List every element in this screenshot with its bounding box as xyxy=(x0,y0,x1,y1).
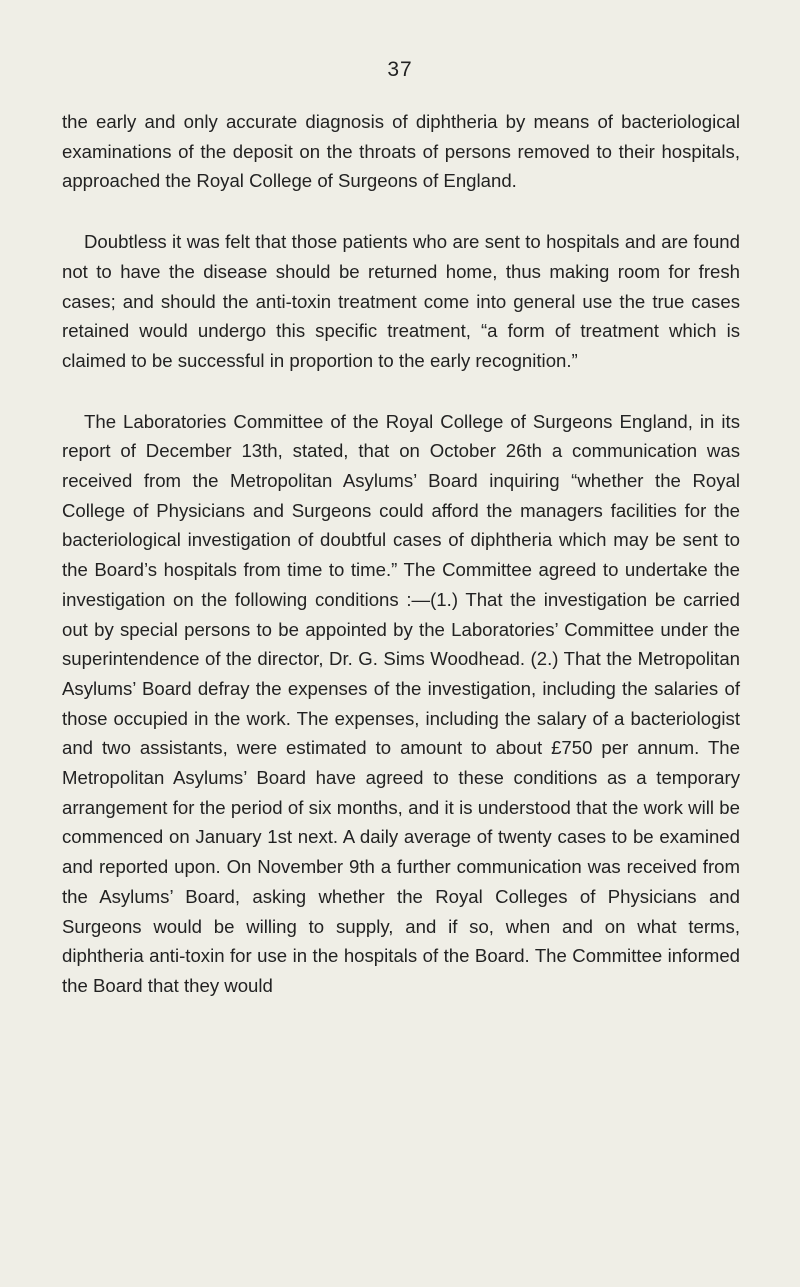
page-number: 37 xyxy=(387,58,413,81)
paragraph-3: The Laboratories Committee of the Royal College of Surgeons England, in its report of December 13th, stated, that on October 26th a communication was received from the Metropolitan Asylums’ Board inquiring “whether the Royal College of Physicians and Surgeons could afford the managers facilities for the bacteriological investigation of doubtful cases of diphtheria which may be sent to the Board’s hospitals from time to time.” The Committee agreed to undertake the investigation on the following conditions :—(1.) That the investigation be carried out by special persons to be appointed by the Laboratories’ Committee under the superintendence of the director, Dr. G. Sims Woodhead. (2.) That the Metropolitan Asylums’ Board defray the expenses of the investigation, including the salaries of those occupied in the work. The expenses, including the salary of a bacteriologist and two assistants, were estimated to amount to about £750 per annum. The Metropolitan Asylums’ Board have agreed to these conditions as a temporary arrangement for the period of six months, and it is understood that the work will be commenced on January 1st next. A daily average of twenty cases to be examined and reported upon. On November 9th a further communication was received from the Asylums’ Board, asking whether the Royal Colleges of Physicians and Surgeons would be willing to supply, and if so, when and on what terms, diphtheria anti-toxin for use in the hospitals of the Board. The Committee informed the Board that they would xyxy=(62,410,740,996)
paragraph-1: the early and only accurate diagnosis of diphtheria by means of bacteriological examinations of the deposit on the throats of persons removed to their hospitals, approached the Royal College of Surgeons of England. xyxy=(62,111,740,192)
paragraph-2: Doubtless it was felt that those patients who are sent to hospitals and are found not to have the disease should be returned home, thus making room for fresh cases; and should the anti-toxin treatment come into general use the true cases retained would undergo this specific treatment, “a form of treatment which is claimed to be successful in proportion to the early recognition.” xyxy=(62,231,740,371)
body-text xyxy=(62,107,740,1001)
